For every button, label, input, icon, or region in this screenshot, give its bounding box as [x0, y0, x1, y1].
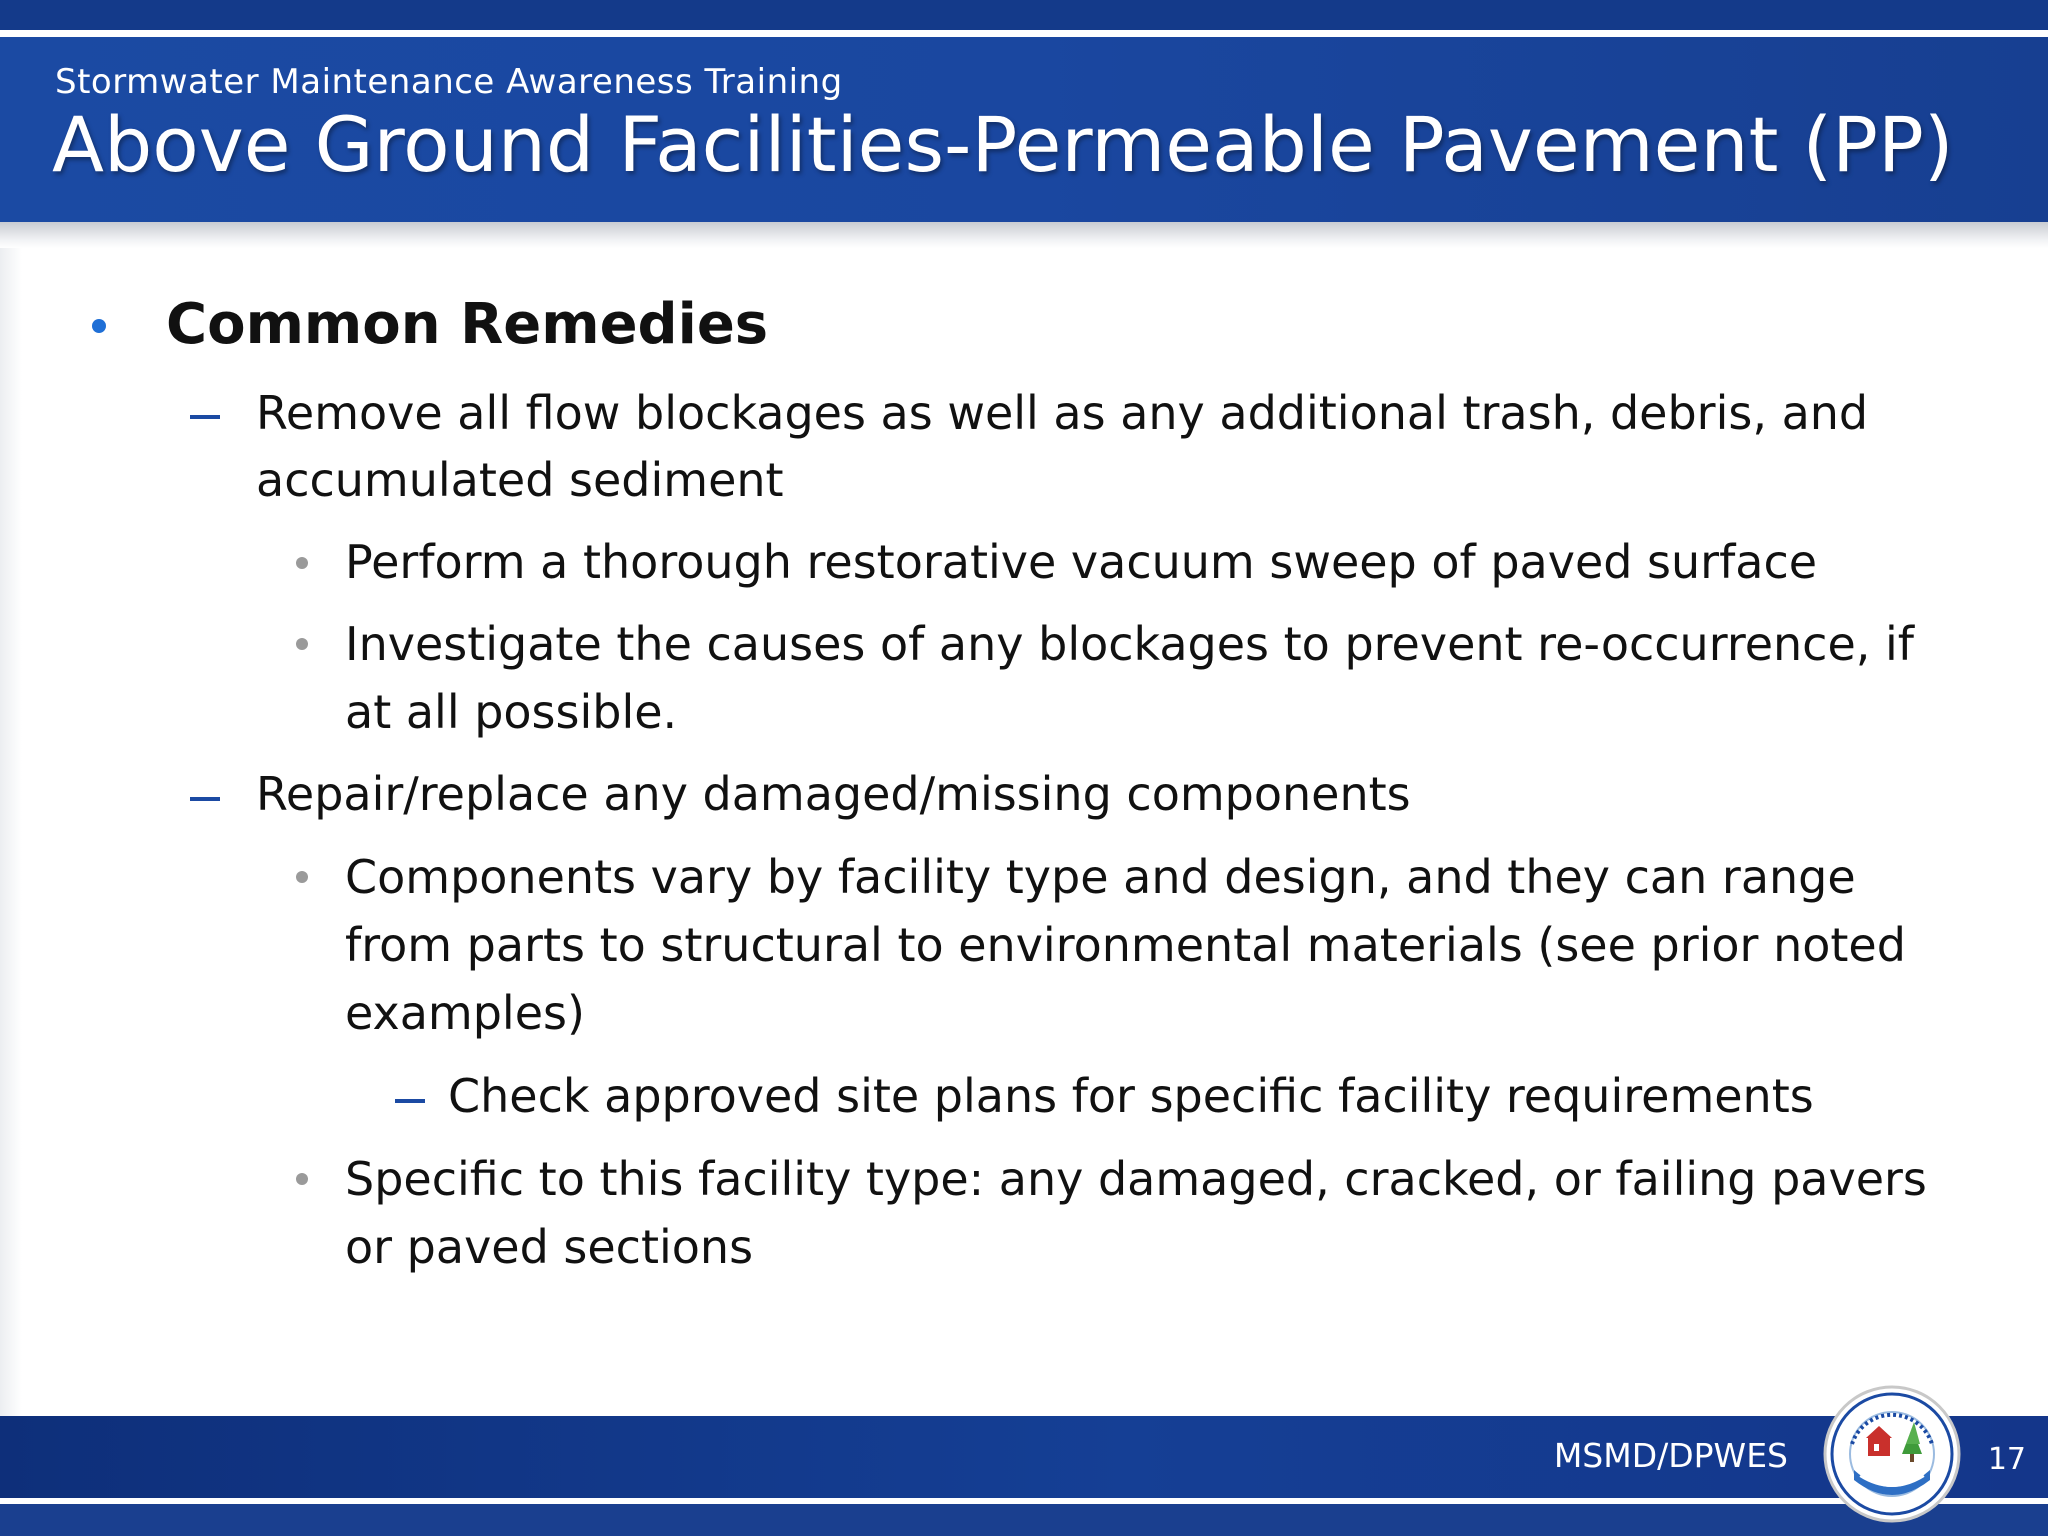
header-shadow	[0, 222, 2048, 248]
footer-org: MSMD/DPWES	[1553, 1436, 1788, 1475]
dash-bullet-icon	[190, 415, 220, 419]
remedy-line: Remove all flow blockages as well as any additional trash, debris, and	[256, 386, 1869, 440]
sub-bullet-dot-icon	[296, 557, 308, 569]
sub-bullet-dot-icon	[296, 1173, 308, 1185]
slide-subtitle: Stormwater Maintenance Awareness Training	[55, 62, 843, 102]
dash-bullet-icon	[395, 1099, 425, 1103]
sub-bullet-dot-icon	[296, 871, 308, 883]
side-shadow	[0, 248, 22, 1416]
remedy-line: accumulated sediment	[256, 453, 784, 507]
remedy-line: Repair/replace any damaged/missing components	[256, 767, 1411, 821]
county-seal-icon	[1822, 1384, 1962, 1524]
page-number: 17	[1987, 1442, 2026, 1477]
remedy-line: at all possible.	[345, 685, 678, 739]
slide-title: Above Ground Facilities-Permeable Pavement (PP)	[52, 100, 1954, 189]
remedy-line: Specific to this facility type: any damaged, cracked, or failing pavers	[345, 1152, 1927, 1206]
sub-bullet-dot-icon	[296, 638, 308, 650]
remedy-line: from parts to structural to environmental materials (see prior noted	[345, 918, 1906, 972]
remedy-line: Investigate the causes of any blockages to prevent re-occurrence, if	[345, 617, 1914, 671]
remedy-line: Perform a thorough restorative vacuum sweep of paved surface	[345, 535, 1818, 589]
bullet-dot-icon	[92, 319, 106, 333]
dash-bullet-icon	[190, 797, 220, 801]
remedy-line: Check approved site plans for specific facility requirements	[448, 1069, 1814, 1123]
heading-common-remedies: Common Remedies	[166, 292, 769, 357]
remedy-line: or paved sections	[345, 1220, 754, 1274]
header-top-line	[0, 30, 2048, 37]
remedy-line: Components vary by facility type and design, and they can range	[345, 850, 1856, 904]
remedy-line: examples)	[345, 986, 585, 1040]
footer-bottom-stripe	[0, 1504, 2048, 1536]
header-top-stripe	[0, 0, 2048, 30]
